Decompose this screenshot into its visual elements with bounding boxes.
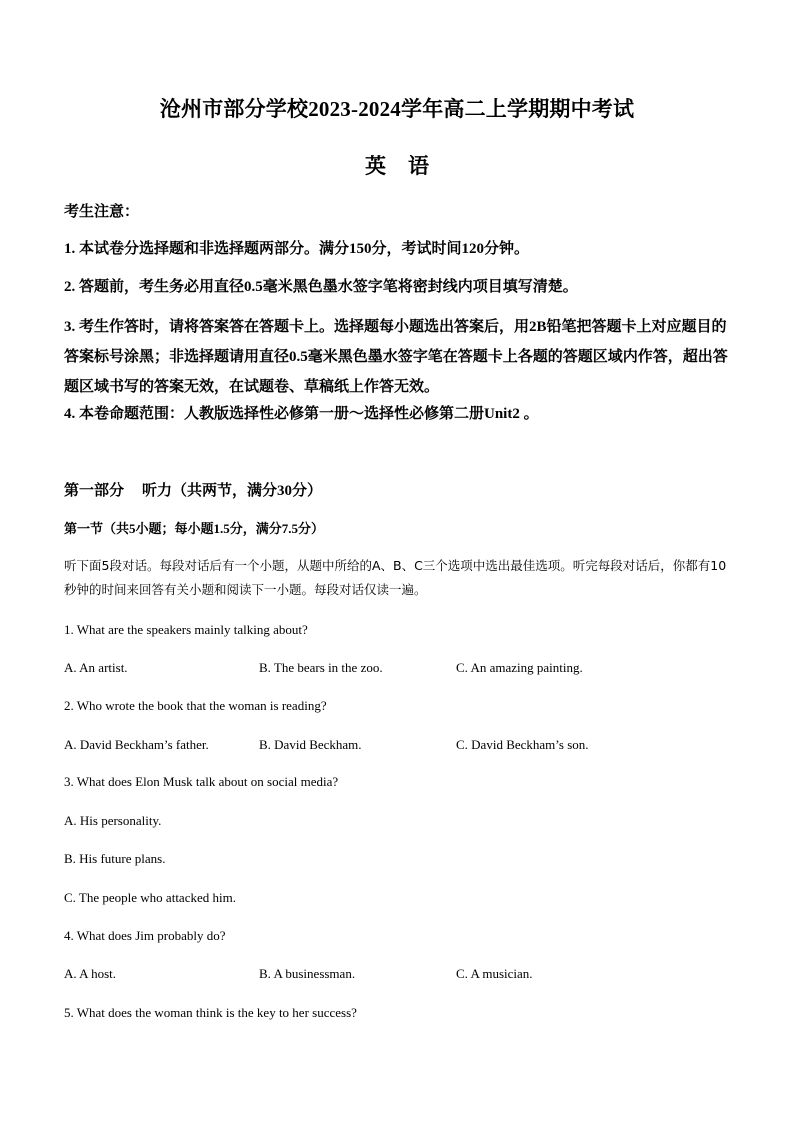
- question-stem: 2. Who wrote the book that the woman is reading?: [64, 698, 327, 713]
- notice-item: 2. 答题前，考生务必用直径0.5毫米黑色墨水签字笔将密封线内项目填写清楚。: [64, 279, 578, 295]
- option-b: B. The bears in the zoo.: [259, 660, 383, 675]
- notice-heading: 考生注意：: [64, 204, 140, 220]
- option-b: B. David Beckham.: [259, 737, 362, 752]
- option-a: A. His personality.: [64, 813, 162, 828]
- question-stem: 4. What does Jim probably do?: [64, 928, 226, 943]
- section-instructions: 听下面5段对话。每段对话后有一个小题，从题中所给的A、B、C三个选项中选出最佳选项。听完每段对话后，你都有10秒钟的时间来回答有关小题和阅读下一小题。每段对话仅读一遍。: [64, 558, 727, 597]
- option-a: A. An artist.: [64, 660, 128, 675]
- option-b: B. His future plans.: [64, 851, 166, 866]
- option-c: C. A musician.: [456, 966, 533, 981]
- notice-item: 3. 考生作答时，请将答案答在答题卡上。选择题每小题选出答案后，用2B铅笔把答题卡上对应题目的答案标号涂黑；非选择题请用直径0.5毫米黑色墨水签字笔在答题卡上各题的答题区域内作答，超出答题区域书写的答案无效，在试题卷、草稿纸上作答无效。: [64, 319, 728, 395]
- section-heading: 第一节（共5小题；每小题1.5分，满分7.5分）: [64, 521, 325, 536]
- option-a: A. A host.: [64, 966, 117, 981]
- notice-item: 1. 本试卷分选择题和非选择题两部分。满分150分，考试时间120分钟。: [64, 241, 530, 257]
- notice-item: 4. 本卷命题范围：人教版选择性必修第一册～选择性必修第二册Unit2 。: [64, 406, 539, 422]
- question-stem: 5. What does the woman think is the key to her success?: [64, 1005, 357, 1020]
- subject-title: 英语: [365, 154, 451, 178]
- question-stem: 1. What are the speakers mainly talking about?: [64, 622, 308, 637]
- part-label: 第一部分: [64, 483, 125, 499]
- option-c: C. An amazing painting.: [456, 660, 583, 675]
- part-title: 听力（共两节，满分30分）: [142, 483, 323, 499]
- question-stem: 3. What does Elon Musk talk about on social media?: [64, 774, 339, 789]
- option-c: C. David Beckham’s son.: [456, 737, 589, 752]
- exam-title: 沧州市部分学校2023-2024学年高二上学期期中考试: [159, 97, 635, 121]
- option-a: A. David Beckham’s father.: [64, 737, 209, 752]
- part-heading: [64, 476, 736, 506]
- option-c: C. The people who attacked him.: [64, 890, 236, 905]
- option-b: B. A businessman.: [259, 966, 356, 981]
